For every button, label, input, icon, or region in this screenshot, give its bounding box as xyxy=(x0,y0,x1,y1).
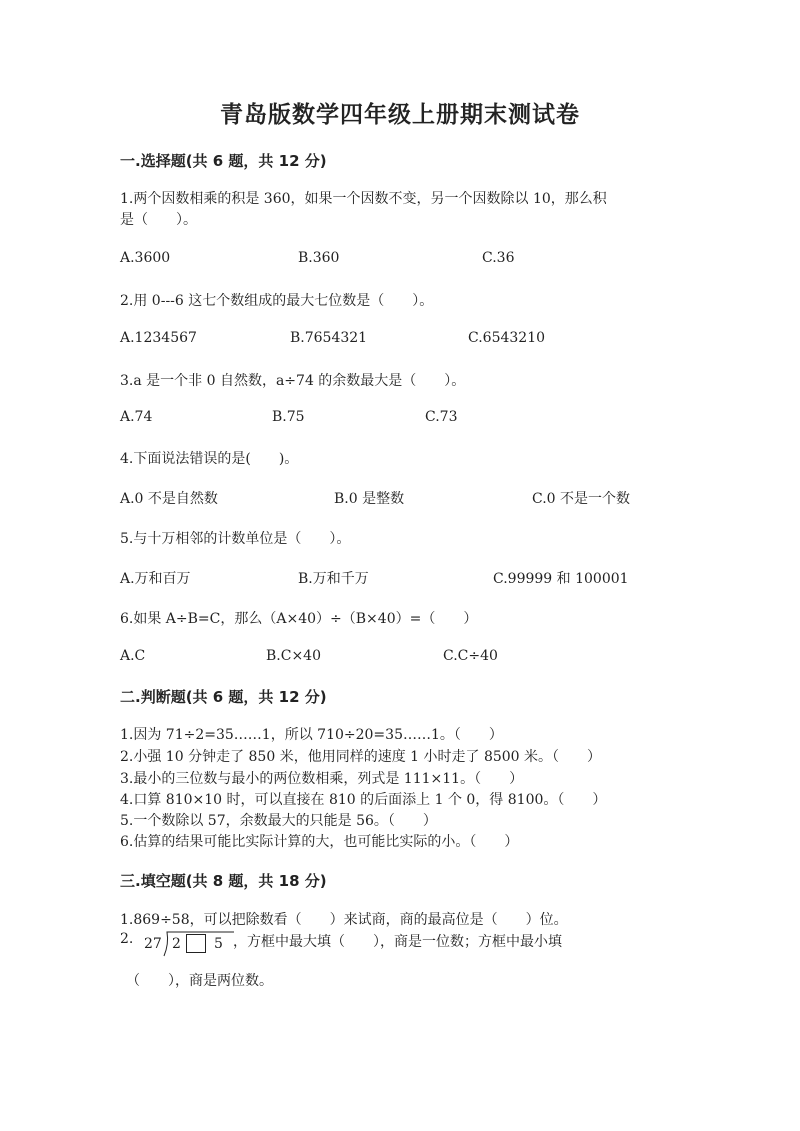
judgement-item: 6.估算的结果可能比实际计算的大，也可能比实际的小。（ ） xyxy=(120,834,519,850)
section-title-judgement: 二.判断题(共 6 题，共 12 分) xyxy=(120,688,327,706)
option-c: C.73 xyxy=(425,409,458,425)
judgement-item: 2.小强 10 分钟走了 850 米，他用同样的速度 1 小时走了 8500 米。（ ） xyxy=(120,749,602,765)
judgement-item: 5.一个数除以 57，余数最大的只能是 56。（ ） xyxy=(120,813,437,829)
section-title-fill-blank: 三.填空题(共 8 题，共 18 分) xyxy=(120,872,327,890)
option-c: C.0 不是一个数 xyxy=(532,491,631,507)
fill-blank-item: ，方框中最大填（ ），商是一位数；方框中最小填 xyxy=(233,934,562,950)
question-text: 是（ ）。 xyxy=(120,212,197,228)
option-b: B.0 是整数 xyxy=(334,491,405,507)
option-a: A.C xyxy=(120,648,146,664)
option-c: C.6543210 xyxy=(468,330,546,346)
dividend-digit: 2 xyxy=(172,936,181,952)
blank-box xyxy=(186,934,206,953)
judgement-item: 1.因为 71÷2=35……1，所以 710÷20=35……1。（ ） xyxy=(120,727,503,743)
option-b: B.360 xyxy=(298,250,340,266)
long-division-figure xyxy=(138,930,236,958)
judgement-item: 3.最小的三位数与最小的两位数相乘，列式是 111×11。（ ） xyxy=(120,771,524,787)
option-b: B.75 xyxy=(272,409,305,425)
question-text: 6.如果 A÷B=C，那么（A×40）÷（B×40）=（ ） xyxy=(120,611,478,627)
option-a: A.0 不是自然数 xyxy=(120,491,218,507)
option-a: A.74 xyxy=(120,409,153,425)
option-a: A.3600 xyxy=(120,250,171,266)
question-text: 4.下面说法错误的是( )。 xyxy=(120,451,299,467)
option-b: B.C×40 xyxy=(266,648,321,664)
option-c: C.99999 和 100001 xyxy=(493,571,629,587)
option-c: C.C÷40 xyxy=(443,648,498,664)
question-text: 2.用 0---6 这七个数组成的最大七位数是（ ）。 xyxy=(120,293,434,309)
question-text: 5.与十万相邻的计数单位是（ ）。 xyxy=(120,531,351,547)
option-a: A.1234567 xyxy=(120,330,197,346)
option-b: B.7654321 xyxy=(290,330,368,346)
section-title-choice: 一.选择题(共 6 题，共 12 分) xyxy=(120,152,327,170)
page-title: 青岛版数学四年级上册期末测试卷 xyxy=(220,102,580,128)
judgement-item: 4.口算 810×10 时，可以直接在 810 的后面添上 1 个 0，得 8100。（ ） xyxy=(120,792,607,808)
option-c: C.36 xyxy=(482,250,515,266)
fill-blank-item: 1.869÷58，可以把除数看（ ）来试商，商的最高位是（ ）位。 xyxy=(120,912,568,928)
option-b: B.万和千万 xyxy=(298,571,369,587)
option-a: A.万和百万 xyxy=(120,571,191,587)
question-text: 1.两个因数相乘的积是 360，如果一个因数不变，另一个因数除以 10，那么积 xyxy=(120,191,607,207)
question-text: 3.a 是一个非 0 自然数，a÷74 的余数最大是（ ）。 xyxy=(120,373,466,389)
fill-blank-item: （ ），商是两位数。 xyxy=(126,973,273,989)
divisor: 27 xyxy=(144,936,162,952)
question-number: 2. xyxy=(120,931,134,947)
dividend-digit: 5 xyxy=(214,936,223,952)
